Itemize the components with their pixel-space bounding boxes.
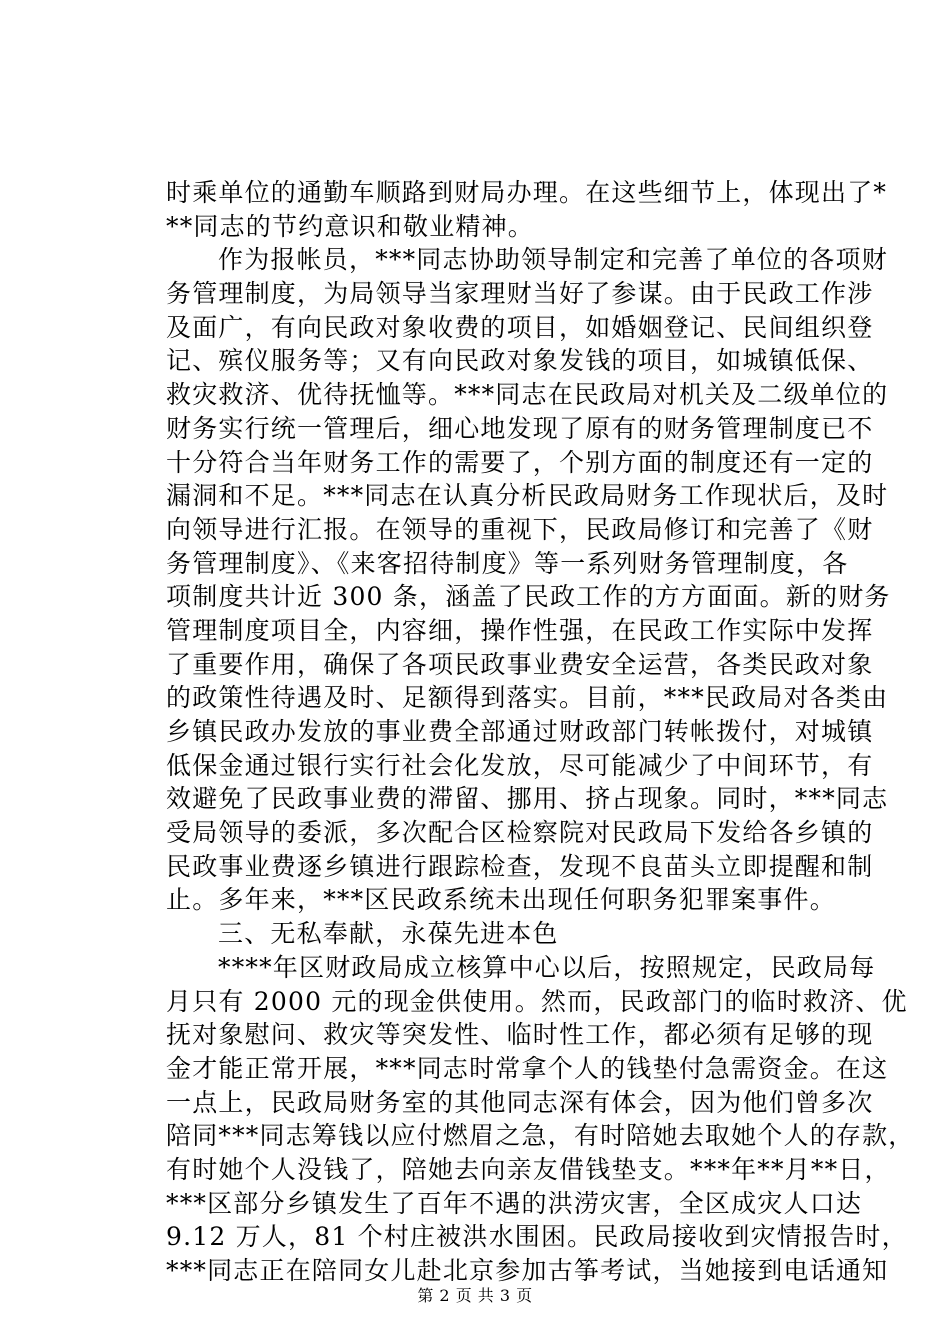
- text-line: 的政策性待遇及时、足额得到落实。目前，***民政局对各类由: [166, 683, 889, 713]
- text-line: 救灾救济、优待抚恤等。***同志在民政局对机关及二级单位的: [166, 380, 889, 410]
- text-line: 务管理制度》、《来客招待制度》等一系列财务管理制度，各: [166, 548, 849, 578]
- text-line: 及面广，有向民政对象收费的项目，如婚姻登记、民间组织登: [166, 312, 874, 342]
- text-line: 十分符合当年财务工作的需要了，个别方面的制度还有一定的: [166, 447, 874, 477]
- text-line: 三、无私奉献，永葆先进本色: [218, 919, 559, 949]
- text-line: 记、殡仪服务等；又有向民政对象发钱的项目，如城镇低保、: [166, 346, 874, 376]
- text-line: 务管理制度，为局领导当家理财当好了参谋。由于民政工作涉: [166, 279, 874, 309]
- text-line: 漏洞和不足。***同志在认真分析民政局财务工作现状后，及时: [166, 481, 889, 511]
- text-line: 项制度共计近 300 条，涵盖了民政工作的方方面面。新的财务: [166, 582, 891, 612]
- text-line: 向领导进行汇报。在领导的重视下，民政局修订和完善了《财: [166, 514, 874, 544]
- text-line: 财务实行统一管理后，细心地发现了原有的财务管理制度已不: [166, 413, 874, 443]
- text-line: ****年区财政局成立核算中心以后，按照规定，民政局每: [218, 952, 876, 982]
- text-line: 陪同***同志筹钱以应付燃眉之急，有时陪她去取她个人的存款，: [166, 1121, 915, 1151]
- text-line: 金才能正常开展，***同志时常拿个人的钱垫付急需资金。在这: [166, 1053, 889, 1083]
- text-line: ***区部分乡镇发生了百年不遇的洪涝灾害，全区成灾人口达: [166, 1188, 863, 1218]
- text-line: 9.12 万人，81 个村庄被洪水围困。民政局接收到灾情报告时，: [166, 1222, 908, 1252]
- text-line: 管理制度项目全，内容细，操作性强，在民政工作实际中发挥: [166, 615, 874, 645]
- text-line: 抚对象慰问、救灾等突发性、临时性工作，都必须有足够的现: [166, 1020, 874, 1050]
- text-line: **同志的节约意识和敬业精神。: [166, 211, 535, 241]
- document-body: [166, 176, 915, 1288]
- text-line: 有时她个人没钱了，陪她去向亲友借钱垫支。***年**月**日，: [166, 1154, 891, 1184]
- text-line: 一点上，民政局财务室的其他同志深有体会，因为他们曾多次: [166, 1087, 874, 1117]
- text-line: 止。多年来，***区民政系统未出现任何职务犯罪案事件。: [166, 885, 836, 915]
- text-line: 时乘单位的通勤车顺路到财局办理。在这些细节上，体现出了*: [166, 178, 888, 207]
- text-line: 月只有 2000 元的现金供使用。然而，民政部门的临时救济、优: [166, 986, 908, 1016]
- text-line: 效避免了民政事业费的滞留、挪用、挤占现象。同时，***同志: [166, 784, 889, 814]
- text-line: 乡镇民政办发放的事业费全部通过财政部门转帐拨付，对城镇: [166, 717, 874, 746]
- text-line: 受局领导的委派，多次配合区检察院对民政局下发给各乡镇的: [166, 818, 874, 848]
- page-footer: 第 2 页 共 3 页: [417, 1286, 533, 1305]
- text-line: 民政事业费逐乡镇进行跟踪检查，发现不良苗头立即提醒和制: [166, 851, 874, 881]
- text-line: ***同志正在陪同女儿赴北京参加古筝考试，当她接到电话通知: [166, 1256, 889, 1285]
- text-line: 低保金通过银行实行社会化发放，尽可能减少了中间环节，有: [166, 750, 874, 780]
- text-line: 了重要作用，确保了各项民政事业费安全运营，各类民政对象: [166, 649, 874, 679]
- text-line: 作为报帐员，***同志协助领导制定和完善了单位的各项财: [218, 245, 888, 275]
